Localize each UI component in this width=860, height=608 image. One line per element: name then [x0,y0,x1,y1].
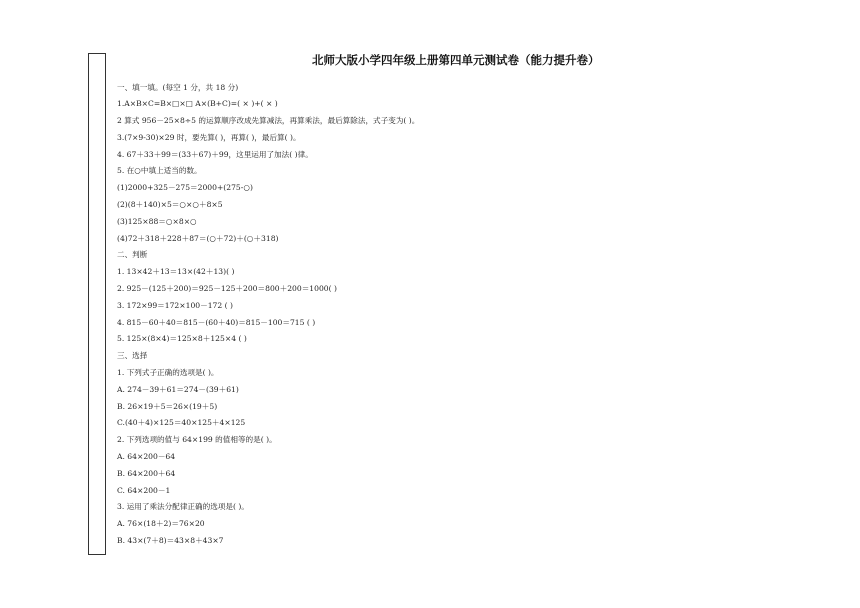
judge-question-4: 4. 815－60＋40＝815－(60＋40)＝815－100＝715 ( ) [117,318,316,327]
choice-question-2-option-c: C. 64×200－1 [117,486,171,495]
choice-question-2-option-b: B. 64×200＋64 [117,469,176,478]
fill-question-5-part-4: (4)72＋318＋228＋87＝(○＋72)＋(○＋318) [117,234,279,243]
choice-question-3: 3. 运用了乘法分配律正确的选项是( )。 [117,502,249,511]
binding-margin-box [88,53,106,555]
choice-question-1: 1. 下列式子正确的选项是( )。 [117,368,219,377]
choice-question-2: 2. 下列选项的值与 64×199 的值相等的是( )。 [117,435,277,444]
section-2-heading: 二、判断 [117,250,148,259]
document-title: 北师大版小学四年级上册第四单元测试卷（能力提升卷） [312,53,600,67]
fill-question-3: 3.(7×9-30)×29 时，要先算( )，再算( )，最后算( )。 [117,133,301,142]
fill-question-5: 5. 在○中填上适当的数。 [117,166,202,175]
choice-question-3-option-a: A. 76×(18＋2)＝76×20 [117,519,205,528]
fill-question-4: 4. 67＋33＋99＝(33＋67)＋99，这里运用了加法( )律。 [117,150,313,159]
choice-question-1-option-b: B. 26×19＋5＝26×(19＋5) [117,402,218,411]
choice-question-1-option-a: A. 274－39＋61＝274－(39＋61) [117,385,239,394]
judge-question-5: 5. 125×(8×4)＝125×8＋125×4 ( ) [117,334,247,343]
choice-question-2-option-a: A. 64×200－64 [117,452,176,461]
judge-question-2: 2. 925－(125＋200)＝925－125＋200＝800＋200＝1000( ) [117,284,337,293]
fill-question-1: 1.A×B×C=B×□×□ A×(B+C)=( × )+( × ) [117,99,278,108]
fill-question-2: 2 算式 956－25×8÷5 的运算顺序改成先算减法，再算乘法，最后算除法，式子变为( )。 [117,116,420,125]
judge-question-3: 3. 172×99＝172×100－172 ( ) [117,301,233,310]
choice-question-3-option-b: B. 43×(7＋8)＝43×8＋43×7 [117,536,224,545]
section-1-heading: 一、填一填。(每空 1 分，共 18 分) [117,83,239,92]
fill-question-5-part-3: (3)125×88＝○×8×○ [117,217,197,226]
fill-question-5-part-1: (1)2000+325－275＝2000+(275-○) [117,183,253,192]
section-3-heading: 三、选择 [117,351,148,360]
judge-question-1: 1. 13×42＋13＝13×(42＋13)( ) [117,267,235,276]
choice-question-1-option-c: C.(40＋4)×125＝40×125＋4×125 [117,418,246,427]
fill-question-5-part-2: (2)(8＋140)×5＝○×○＋8×5 [117,200,223,209]
